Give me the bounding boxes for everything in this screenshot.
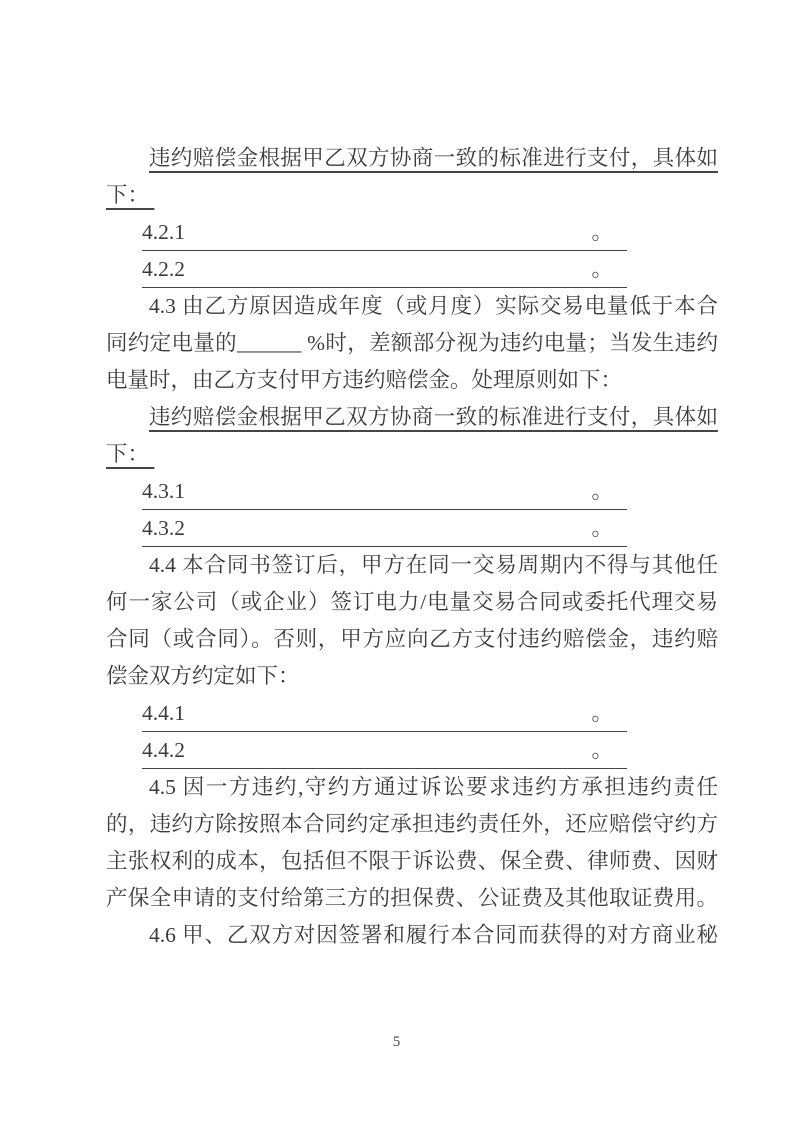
clause-number: 4.2.1: [142, 220, 185, 244]
period-mark: 。: [591, 220, 613, 244]
text-line: 何一家公司（或企业）签订电力/电量交易合同或委托代理交易: [106, 590, 718, 614]
text-line: 同约定电量的______ %时，差额部分视为违约电量；当发生违约: [106, 331, 718, 355]
text-line: 主张权利的成本，包括但不限于诉讼费、保全费、律师费、因财: [106, 849, 718, 873]
text-line: 的，违约方除按照本合同约定承担违约责任外，还应赔偿守约方: [106, 812, 718, 836]
text-line: 产保全申请的支付给第三方的担保费、公证费及其他取证费用。: [106, 886, 718, 910]
clause-number: 4.3.2: [142, 516, 185, 540]
fill-in-blank-line: [142, 251, 627, 288]
text-line: 合同（或合同）。否则，甲方应向乙方支付违约赔偿金，违约赔: [106, 627, 718, 651]
fill-in-blank-line: [142, 510, 627, 547]
fill-in-blank-line: [142, 214, 627, 251]
fill-in-blank-line: [142, 695, 627, 732]
fill-in-blank-line: [142, 732, 627, 769]
clause-number: 4.4.1: [142, 701, 185, 725]
text-line: 4.3 由乙方原因造成年度（或月度）实际交易电量低于本合: [149, 294, 718, 318]
period-mark: 。: [591, 257, 613, 281]
text-line: 违约赔偿金根据甲乙双方协商一致的标准进行支付，具体如: [149, 146, 718, 170]
text-line: 电量时，由乙方支付甲方违约赔偿金。处理原则如下：: [106, 368, 623, 392]
text-line: 4.5 因一方违约,守约方通过诉讼要求违约方承担违约责任: [149, 775, 718, 799]
page-number: 5: [392, 1034, 401, 1050]
period-mark: 。: [591, 738, 613, 762]
period-mark: 。: [591, 479, 613, 503]
text-line: 违约赔偿金根据甲乙双方协商一致的标准进行支付，具体如: [149, 405, 718, 429]
text-line: 偿金双方约定如下：: [106, 664, 300, 688]
period-mark: 。: [591, 701, 613, 725]
clause-number: 4.3.1: [142, 479, 185, 503]
text-line: 下：: [106, 442, 155, 466]
text-line: 4.4 本合同书签订后，甲方在同一交易周期内不得与其他任: [149, 553, 718, 577]
period-mark: 。: [591, 516, 613, 540]
text-line: 下：: [106, 183, 155, 207]
clause-number: 4.2.2: [142, 257, 185, 281]
document-body: [106, 140, 718, 954]
text-line: 4.6 甲、乙双方对因签署和履行本合同而获得的对方商业秘: [149, 923, 718, 947]
clause-number: 4.4.2: [142, 738, 185, 762]
fill-in-blank-line: [142, 473, 627, 510]
